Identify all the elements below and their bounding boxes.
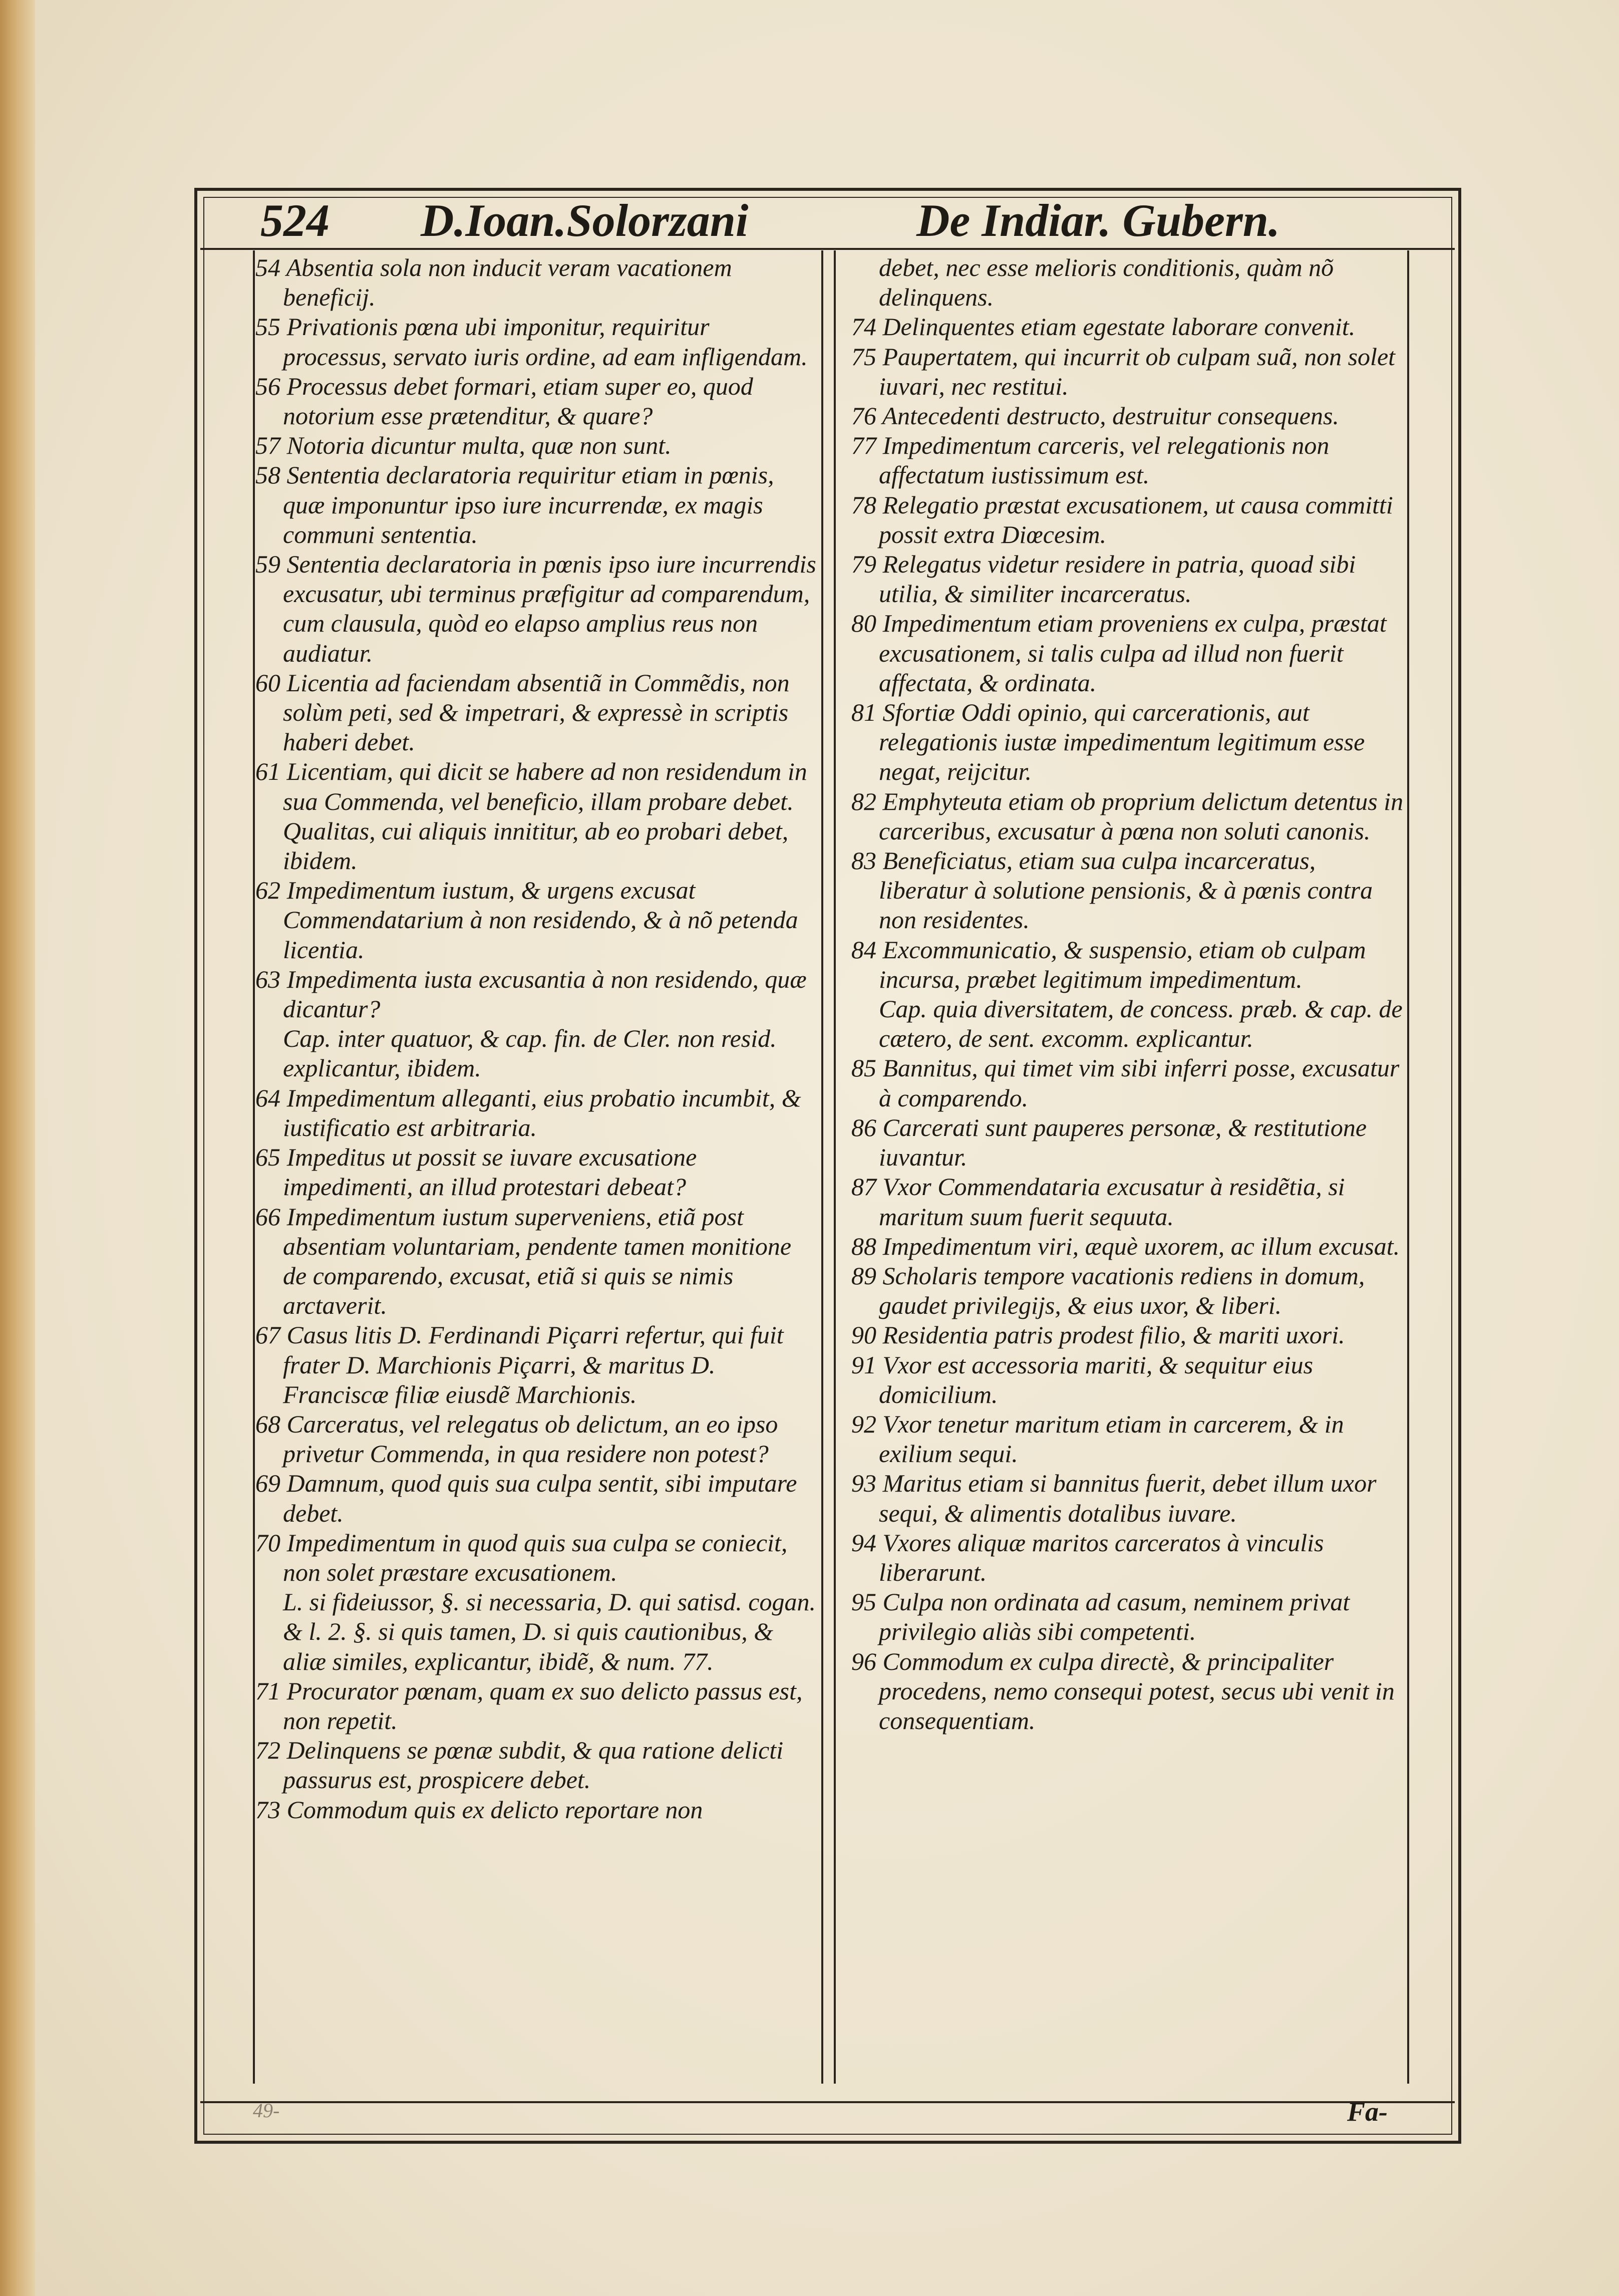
summary-entry — [255, 965, 816, 1024]
summary-column-left — [255, 253, 816, 2081]
entry-number: 89 — [851, 1261, 876, 1290]
entry-number: 66 — [255, 1202, 280, 1231]
summary-entry — [255, 1795, 816, 1825]
entry-number: 68 — [255, 1409, 280, 1438]
page-number: 524 — [260, 195, 330, 246]
entry-text: Cap. inter quatuor, & cap. fin. de Cler. non resid. explicantur, ibidem. — [283, 1024, 777, 1082]
left-column-rule — [253, 250, 255, 2084]
entry-text: Excommunicatio, & suspensio, etiam ob culpam incursa, præbet legitimum impedimentum. — [879, 935, 1366, 993]
entry-text: Sententia declaratoria in pœnis ipso iure incurrendis excusatur, ubi terminus præfigitur ad comparendum, cum clausula, quòd eo elapso amplius reus non audiatur. — [283, 550, 816, 667]
summary-entry — [851, 1528, 1405, 1587]
entry-text: Emphyteuta etiam ob proprium delictum detentus in carceribus, excusatur à pœna non soluti canonis. — [879, 787, 1404, 845]
summary-entry — [255, 431, 816, 460]
entry-number: 63 — [255, 965, 280, 993]
summary-entry — [851, 1409, 1405, 1469]
summary-entry — [851, 1350, 1405, 1409]
entry-text: Impedimentum iustum superveniens, etiã post absentiam voluntariam, pendente tamen monitione de comparendo, excusat, etiã si quis se nimis arctaverit. — [283, 1202, 792, 1320]
entry-number: 60 — [255, 668, 280, 697]
entry-text: Relegatio præstat excusationem, ut causa committi possit extra Diœcesim. — [879, 490, 1393, 548]
entry-number: 82 — [851, 787, 876, 815]
entry-number: 59 — [255, 550, 280, 579]
entry-text: Damnum, quod quis sua culpa sentit, sibi imputare debet. — [283, 1469, 797, 1527]
entry-text: Culpa non ordinata ad casum, neminem privat privilegio aliàs sibi competenti. — [879, 1588, 1350, 1646]
summary-entry — [255, 1409, 816, 1469]
entry-text: Impedimentum viri, æquè uxorem, ac illum excusat. — [882, 1232, 1400, 1260]
entry-text: Impedimentum carceris, vel relegationis non affectatum iustissimum est. — [879, 431, 1330, 489]
entry-number: 91 — [851, 1350, 876, 1379]
entry-number: 78 — [851, 490, 876, 519]
entry-number: 64 — [255, 1083, 280, 1112]
entry-text: Beneficiatus, etiam sua culpa incarceratus, liberatur à solutione pensionis, & à pœnis contra non residentes. — [879, 846, 1373, 934]
entry-text: Impeditus ut possit se iuvare excusatione impedimenti, an illud protestari debeat? — [283, 1143, 697, 1201]
summary-entry — [851, 549, 1405, 609]
footer-rule — [200, 2101, 1455, 2103]
entry-text: Commodum quis ex delicto reportare non — [286, 1795, 703, 1824]
entry-text: Absentia sola non inducit veram vacationem beneficij. — [283, 253, 732, 312]
summary-entry — [851, 431, 1405, 490]
entry-number: 80 — [851, 609, 876, 638]
summary-entry — [255, 757, 816, 816]
summary-entry — [255, 1528, 816, 1587]
summary-entry — [255, 1676, 816, 1736]
entry-number: 56 — [255, 372, 280, 400]
entry-number: 69 — [255, 1469, 280, 1498]
summary-entry — [851, 846, 1405, 935]
summary-entry — [255, 1083, 816, 1142]
entry-text: Privationis pœna ubi imponitur, requiritur processus, servato iuris ordine, ad eam infligendam. — [283, 313, 808, 371]
margin-mark: 49- — [253, 2099, 280, 2122]
summary-entry — [255, 1587, 816, 1676]
entry-text: Residentia patris prodest filio, & mariti uxori. — [882, 1321, 1345, 1349]
entry-number: 84 — [851, 935, 876, 964]
entry-text: Vxores aliquæ maritos carceratos à vinculis liberarunt. — [879, 1528, 1324, 1586]
entry-text: Vxor tenetur maritum etiam in carcerem, & in exilium sequi. — [879, 1409, 1344, 1468]
summary-entry — [851, 1469, 1405, 1528]
summary-entry — [851, 342, 1405, 401]
center-rule-left — [821, 250, 823, 2084]
summary-entry — [255, 1320, 816, 1409]
entry-text: Qualitas, cui aliquis innititur, ab eo probari debet, ibidem. — [283, 816, 789, 875]
entry-text: Licentiam, qui dicit se habere ad non residendum in sua Commenda, vel beneficio, illam probare debet. — [283, 757, 807, 815]
entry-number: 72 — [255, 1736, 280, 1765]
entry-number: 83 — [851, 846, 876, 875]
summary-entry — [255, 1469, 816, 1528]
entry-number: 61 — [255, 757, 280, 786]
summary-entry — [851, 935, 1405, 994]
binding-gutter — [0, 0, 35, 2296]
entry-number: 86 — [851, 1113, 876, 1141]
entry-text: Impedimentum alleganti, eius probatio incumbit, & iustificatio est arbitraria. — [283, 1083, 801, 1141]
entry-text: Vxor Commendataria excusatur à residẽtia, si maritum suum fuerit sequuta. — [879, 1173, 1345, 1231]
summary-entry — [255, 876, 816, 965]
entry-number: 73 — [255, 1795, 280, 1824]
header-rule — [200, 248, 1455, 250]
summary-entry — [851, 1647, 1405, 1736]
entry-text: Cap. quia diversitatem, de concess. præb. & cap. de cætero, de sent. excomm. explicantur. — [879, 995, 1403, 1053]
summary-entry — [851, 1172, 1405, 1231]
entry-number: 75 — [851, 342, 876, 371]
catchword: Fa- — [1347, 2097, 1388, 2127]
entry-text: Sfortiæ Oddi opinio, qui carcerationis, aut relegationis iustæ impedimentum legitimum esse negat, reijcitur. — [879, 698, 1365, 786]
entry-text: Carcerati sunt pauperes personæ, & restitutione iuvantur. — [879, 1113, 1367, 1172]
entry-number: 77 — [851, 431, 876, 460]
entry-text: Impedimenta iusta excusantia à non residendo, quæ dicantur? — [283, 965, 807, 1023]
summary-entry — [851, 1261, 1405, 1320]
entry-number: 54 — [255, 253, 280, 281]
summary-entry — [851, 401, 1405, 431]
entry-number: 70 — [255, 1528, 280, 1557]
entry-text: Impedimentum in quod quis sua culpa se coniecit, non solet præstare excusationem. — [283, 1528, 788, 1586]
entry-text: Delinquentes etiam egestate laborare convenit. — [882, 313, 1356, 341]
entry-number: 87 — [851, 1173, 876, 1201]
entry-text: Casus litis D. Ferdinandi Piçarri refertur, qui fuit frater D. Marchionis Piçarri, & maritus D. Franciscæ filiæ eiusdẽ Marchionis. — [283, 1321, 784, 1408]
entry-text: L. si fideiussor, §. si necessaria, D. qui satisd. cogan. & l. 2. §. si quis tamen, D. si quis cautionibus, & aliæ similes, explicantur, ibidẽ, & num. 77. — [283, 1588, 816, 1675]
entry-number: 58 — [255, 461, 280, 489]
entry-text: Procurator pœnam, quam ex suo delicto passus est, non repetit. — [283, 1676, 803, 1735]
entry-text: Notoria dicuntur multa, quæ non sunt. — [286, 431, 672, 460]
entry-number: 88 — [851, 1232, 876, 1260]
entry-number: 96 — [851, 1647, 876, 1675]
summary-entry — [255, 816, 816, 876]
entry-text: Vxor est accessoria mariti, & sequitur eius domicilium. — [879, 1350, 1314, 1408]
running-author: D.Ioan.Solorzani — [421, 195, 749, 246]
center-rule-right — [834, 250, 836, 2084]
entry-text: Bannitus, qui timet vim sibi inferri posse, excusatur à comparendo. — [879, 1054, 1400, 1112]
summary-entry — [255, 372, 816, 431]
entry-text: Impedimentum iustum, & urgens excusat Commendatarium à non residendo, & à nõ petenda licentia. — [283, 876, 798, 964]
entry-number: 62 — [255, 876, 280, 905]
summary-entry — [851, 994, 1405, 1053]
summary-entry — [851, 609, 1405, 698]
entry-number: 85 — [851, 1054, 876, 1082]
summary-entry — [851, 1320, 1405, 1350]
entry-text: Commodum ex culpa directè, & principaliter procedens, nemo consequi potest, secus ubi venit in consequentiam. — [879, 1647, 1395, 1735]
summary-entry — [851, 1232, 1405, 1261]
summary-entry — [851, 1587, 1405, 1646]
summary-entry — [851, 787, 1405, 846]
running-header — [200, 193, 1455, 248]
entry-text: Relegatus videtur residere in patria, quoad sibi utilia, & similiter incarceratus. — [879, 550, 1356, 608]
entry-number: 74 — [851, 313, 876, 341]
entry-text: Maritus etiam si bannitus fuerit, debet illum uxor sequi, & alimentis dotalibus iuvare. — [879, 1469, 1377, 1527]
running-title: De Indiar. Gubern. — [916, 195, 1280, 246]
entry-number: 93 — [851, 1469, 876, 1498]
summary-entry — [851, 1113, 1405, 1172]
summary-entry — [255, 1202, 816, 1321]
entry-number: 94 — [851, 1528, 876, 1557]
entry-number: 81 — [851, 698, 876, 727]
summary-entry — [851, 698, 1405, 787]
summary-entry — [255, 1024, 816, 1083]
entry-text: Impedimentum etiam proveniens ex culpa, præstat excusationem, si talis culpa ad illud non fuerit affectata, & ordinata. — [879, 609, 1387, 697]
summary-entry — [851, 253, 1405, 312]
entry-number: 95 — [851, 1588, 876, 1616]
entry-text: Paupertatem, qui incurrit ob culpam suã, non solet iuvari, nec restitui. — [879, 342, 1396, 400]
entry-number: 79 — [851, 550, 876, 579]
entry-text: Delinquens se pœnæ subdit, & qua ratione delicti passurus est, prospicere debet. — [283, 1736, 784, 1794]
entry-text: Antecedenti destructo, destruitur consequens. — [882, 402, 1339, 430]
summary-entry — [255, 668, 816, 757]
entry-number: 71 — [255, 1676, 280, 1705]
summary-entry — [255, 549, 816, 668]
summary-entry — [851, 490, 1405, 549]
entry-number: 90 — [851, 1321, 876, 1349]
summary-entry — [255, 312, 816, 371]
entry-text: Licentia ad faciendam absentiã in Commẽdis, non solùm peti, sed & impetrari, & expressè in scriptis haberi debet. — [283, 668, 790, 756]
summary-entry — [851, 312, 1405, 342]
entry-number: 76 — [851, 402, 876, 430]
entry-text: Sententia declaratoria requiritur etiam in pœnis, quæ imponuntur ipso iure incurrendæ, ex magis communi sententia. — [283, 461, 774, 548]
entry-number: 67 — [255, 1321, 280, 1349]
summary-entry — [851, 1053, 1405, 1112]
entry-text: Processus debet formari, etiam super eo, quod notorium esse prætenditur, & quare? — [283, 372, 753, 430]
entry-number: 57 — [255, 431, 280, 460]
summary-entry — [255, 460, 816, 549]
right-column-rule — [1407, 250, 1409, 2084]
entry-text: debet, nec esse melioris conditionis, quàm nõ delinquens. — [879, 253, 1334, 312]
summary-entry — [255, 1142, 816, 1202]
entry-number: 65 — [255, 1143, 280, 1172]
entry-number: 55 — [255, 313, 280, 341]
entry-text: Scholaris tempore vacationis rediens in domum, gaudet privilegijs, & eius uxor, & liberi. — [879, 1261, 1365, 1320]
entry-number: 92 — [851, 1409, 876, 1438]
summary-entry — [255, 1736, 816, 1795]
entry-text: Carceratus, vel relegatus ob delictum, an eo ipso privetur Commenda, in qua residere non potest? — [283, 1409, 778, 1468]
summary-entry — [255, 253, 816, 312]
summary-column-right — [851, 253, 1405, 2081]
